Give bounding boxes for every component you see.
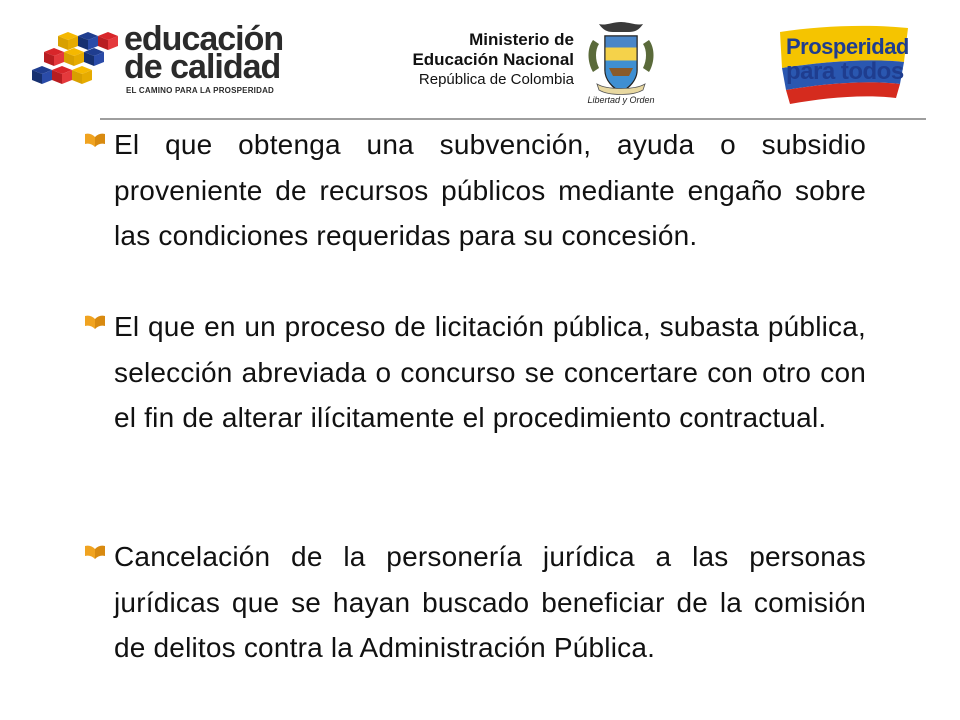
book-bullet-icon (84, 314, 106, 330)
shield-motto: Libertad y Orden (587, 95, 655, 105)
slide-header (0, 0, 960, 118)
edu-logo-tagline: EL CAMINO PARA LA PROSPERIDAD (126, 86, 275, 95)
ministerio-line1: Ministerio de (469, 30, 574, 49)
ministerio-line2: Educación Nacional (412, 50, 574, 69)
prosperidad-line1: Prosperidad (786, 34, 909, 59)
educacion-de-calidad-logo (30, 22, 300, 102)
ministerio-line3: República de Colombia (418, 71, 574, 88)
book-bullet-icon (84, 544, 106, 560)
ministerio-logo (388, 30, 574, 89)
header-divider (100, 118, 926, 120)
book-bullet-icon (84, 132, 106, 148)
bullet-text-1: El que obtenga una subvención, ayuda o subsidio proveniente de recursos públicos mediante engaño sobre las condiciones requeridas para su concesión. (114, 129, 866, 251)
prosperidad-para-todos-logo (778, 22, 912, 108)
bullet-text-2: El que en un proceso de licitación pública, subasta pública, selección abreviada o concurso se concertare con otro con el fin de alterar ilícitamente el procedimiento contractual. (114, 311, 866, 433)
bullet-text-3: Cancelación de la personería jurídica a las personas jurídicas que se hayan buscado beneficiar de la comisión de delitos contra la Administración Pública. (114, 541, 866, 663)
edu-logo-line1: educación (124, 20, 284, 58)
cubes-icon (30, 30, 120, 96)
prosperidad-line2: para todos (786, 58, 904, 85)
edu-logo-line2: de calidad (124, 48, 281, 86)
